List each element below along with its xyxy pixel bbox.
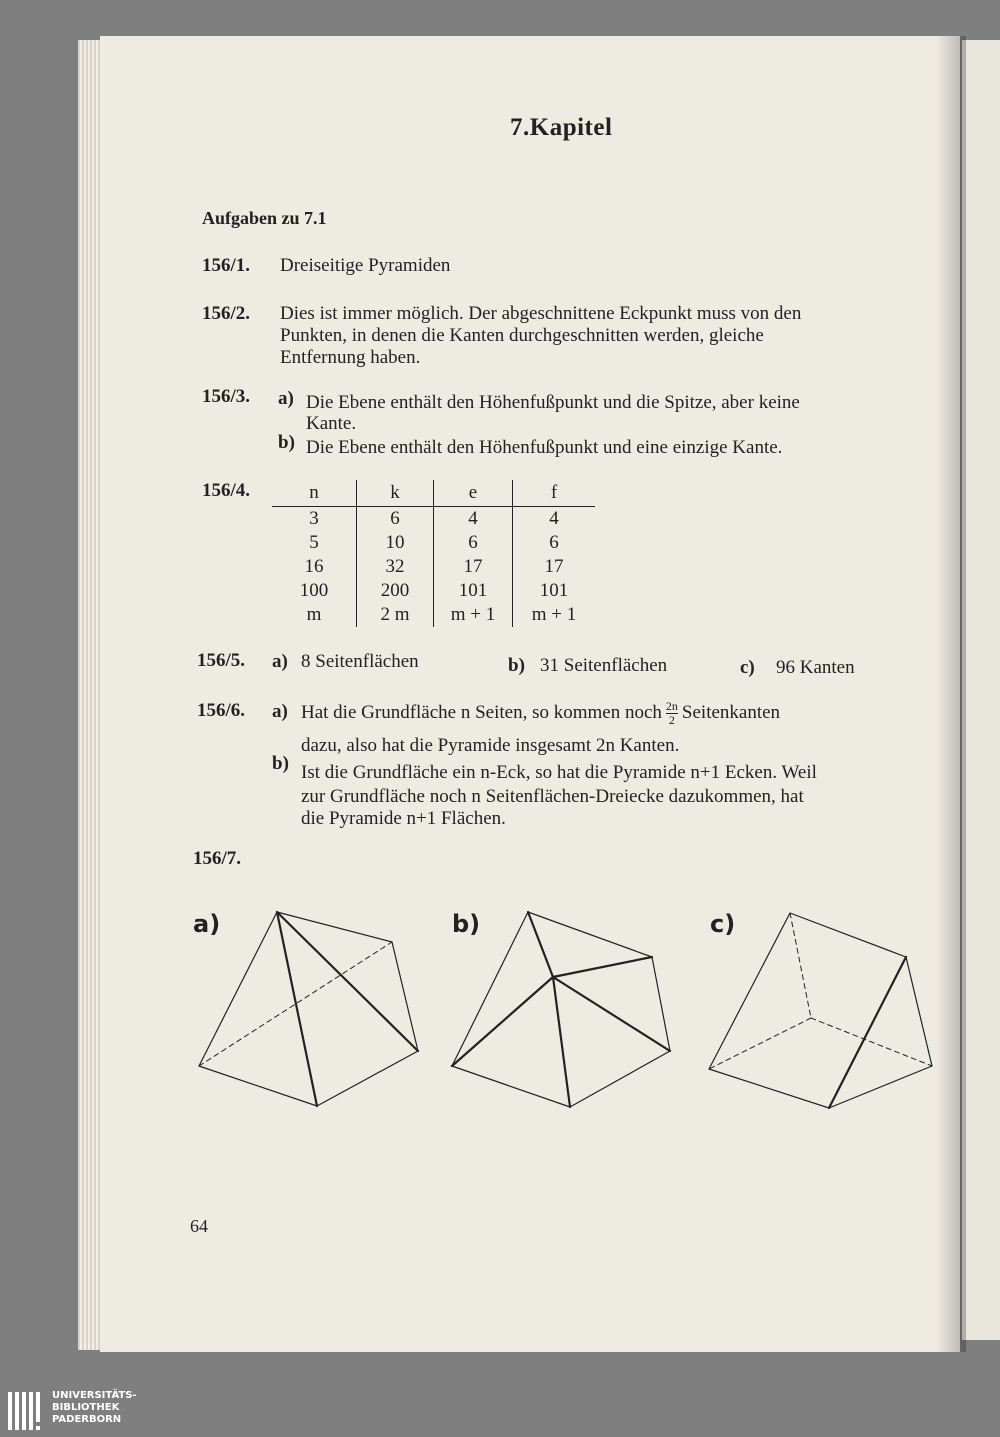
- pyramid-figure-c: [709, 913, 932, 1108]
- exercise-answer-line: dazu, also hat die Pyramide insgesamt 2n Kanten.: [301, 735, 680, 756]
- table-cell: 6: [357, 507, 434, 532]
- table-cell: 32: [357, 555, 434, 579]
- library-name: [52, 1390, 137, 1426]
- exercise-number: 156/1.: [202, 255, 251, 276]
- exercise-number: 156/4.: [202, 480, 251, 501]
- exercise-answer: 8 Seitenflächen: [301, 651, 419, 672]
- table-cell: m + 1: [434, 603, 513, 627]
- table-cell: 3: [272, 507, 357, 532]
- exercise-answer-line: Die Ebene enthält den Höhenfußpunkt und die Spitze, aber keine: [306, 392, 800, 413]
- answer-text: Hat die Grundfläche n Seiten, so kommen noch: [301, 701, 662, 723]
- exercise-answer-line: zur Grundfläche noch n Seitenflächen-Dreiecke dazukommen, hat: [301, 786, 804, 807]
- table-cell: 101: [434, 579, 513, 603]
- figure-label: a): [193, 910, 221, 938]
- figure-label: c): [710, 910, 736, 938]
- exercise-answer-line: Dies ist immer möglich. Der abgeschnittene Eckpunkt muss von den: [280, 303, 802, 324]
- part-label: b): [272, 753, 289, 774]
- pyramid-figure-b: [452, 912, 670, 1107]
- part-label: a): [272, 701, 288, 722]
- library-name-line: BIBLIOTHEK: [52, 1402, 120, 1413]
- exercise-answer: 96 Kanten: [776, 657, 855, 678]
- table-cell: 100: [272, 579, 357, 603]
- part-label: a): [272, 651, 288, 672]
- library-name-line: UNIVERSITÄTS-: [52, 1390, 137, 1401]
- table-header: e: [434, 480, 513, 507]
- exercise-number: 156/6.: [197, 700, 246, 721]
- table-cell: 17: [544, 556, 564, 577]
- answer-text: Seitenkanten: [681, 701, 781, 723]
- exercise-number: 156/5.: [197, 650, 246, 671]
- part-label: b): [508, 655, 525, 676]
- library-footer: [0, 1387, 1000, 1437]
- exercise-number: 156/7.: [193, 848, 242, 869]
- exercise-answer-line: Punkten, in denen die Kanten durchgeschnitten werden, gleiche: [280, 325, 764, 346]
- part-label: a): [278, 388, 294, 409]
- table-cell: 6: [434, 531, 513, 555]
- chapter-title: 7.Kapitel: [510, 114, 613, 141]
- table-cell: m + 1: [531, 604, 577, 625]
- figure-label: b): [452, 910, 481, 938]
- table-cell: 16: [272, 555, 357, 579]
- table-cell: 4: [434, 507, 513, 532]
- library-name-line: PADERBORN: [52, 1414, 122, 1425]
- fraction-denominator: 2: [666, 713, 678, 727]
- table-cell: 200: [357, 579, 434, 603]
- table-cell: 101: [539, 580, 569, 601]
- library-logo-icon: [8, 1392, 48, 1434]
- table-header: f: [513, 480, 596, 507]
- table-cell: m: [272, 603, 357, 627]
- exercise-answer-line: Ist die Grundfläche ein n-Eck, so hat die Pyramide n+1 Ecken. Weil: [301, 762, 817, 783]
- table-cell: 10: [357, 531, 434, 555]
- exercise-answer-line: die Pyramide n+1 Flächen.: [301, 808, 506, 829]
- section-heading: Aufgaben zu 7.1: [202, 208, 327, 228]
- exercise-answer-line: Entfernung haben.: [280, 347, 421, 368]
- table-header: n: [272, 480, 357, 507]
- exercise-answer-line: Kante.: [306, 413, 357, 434]
- pyramid-figure-a: [199, 912, 418, 1106]
- fraction-numerator: 2n: [665, 699, 678, 713]
- exercise-answer: Dreiseitige Pyramiden: [280, 255, 451, 276]
- table-cell: 17: [434, 555, 513, 579]
- exercise-answer: 31 Seitenflächen: [540, 655, 668, 676]
- part-label: b): [278, 432, 295, 453]
- exercise-answer-line: Die Ebene enthält den Höhenfußpunkt und eine einzige Kante.: [306, 437, 783, 458]
- table-cell: 6: [549, 532, 559, 553]
- exercise-number: 156/2.: [202, 303, 251, 324]
- table-header: k: [357, 480, 434, 507]
- part-label: c): [740, 657, 755, 678]
- table-cell: 4: [549, 508, 559, 529]
- table-cell: 2 m: [357, 603, 434, 627]
- page-number: 64: [190, 1216, 208, 1236]
- table-cell: 5: [272, 531, 357, 555]
- exercise-number: 156/3.: [202, 386, 251, 407]
